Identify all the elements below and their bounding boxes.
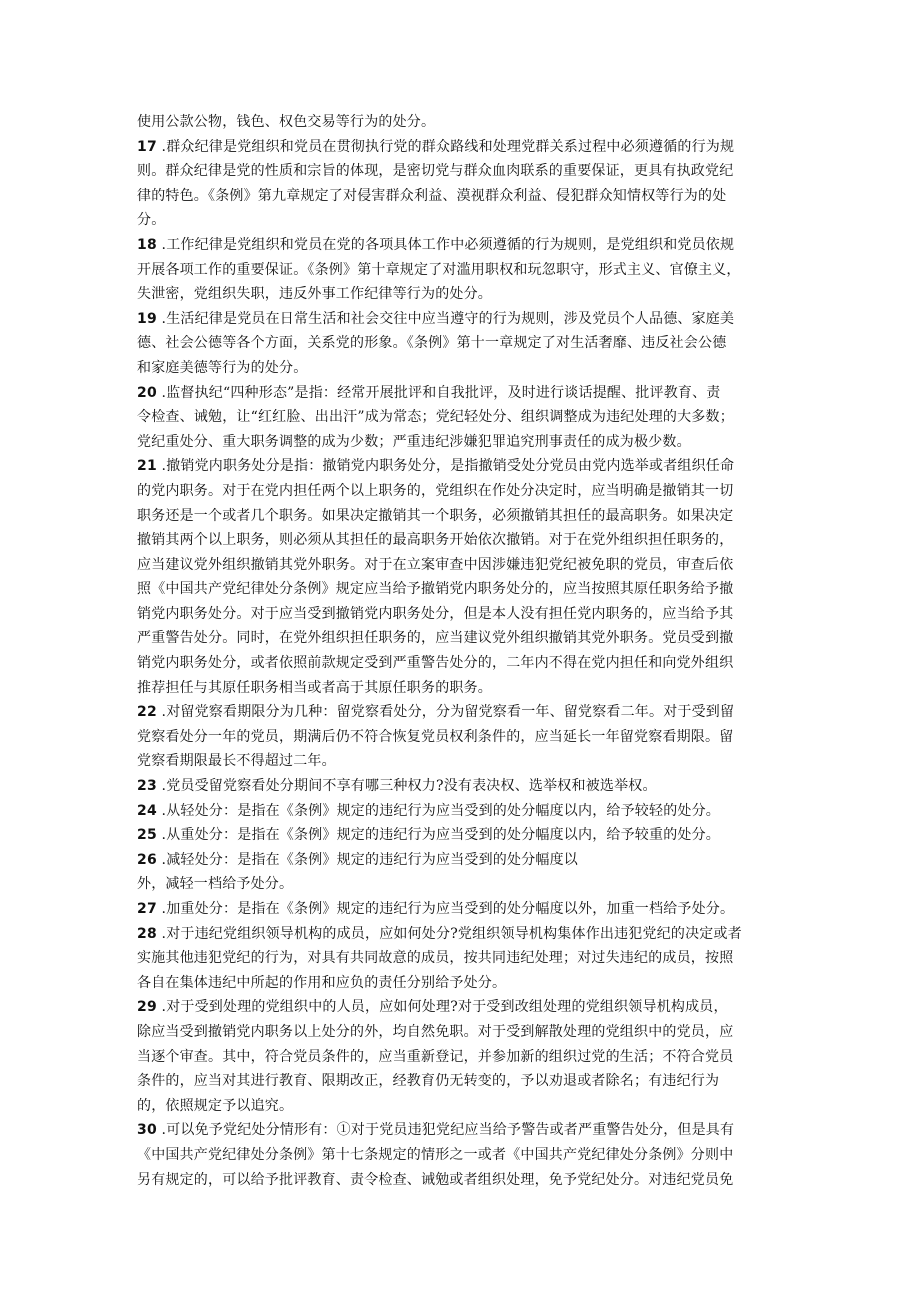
paragraph <box>137 799 787 824</box>
item-number: 22 <box>137 704 157 721</box>
paragraph <box>137 1118 787 1192</box>
item-number: 28 <box>137 925 157 942</box>
line-text: .加重处分：是指在《条例》规定的违纪行为应当受到的处分幅度以外，加重一档给予处分。 <box>161 901 735 917</box>
text-line <box>137 208 787 233</box>
line-text: 外，减轻一档给予处分。 <box>137 876 294 893</box>
text-line <box>137 528 787 553</box>
line-text: .从轻处分：是指在《条例》规定的违纪行为应当受到的处分幅度以内，给予较轻的处分。 <box>161 802 720 819</box>
line-text: .可以免予党纪处分情形有：①对于党员违犯党纪应当给予警告或者严重警告处分，但是具有 <box>161 1122 735 1139</box>
paragraph <box>137 848 787 897</box>
paragraph <box>137 233 787 307</box>
item-number: 30 <box>137 1122 157 1139</box>
line-text: 德、社会公德等各个方面，关系党的形象。《条例》第十一章规定了对生活奢靡、违反社会公德 <box>137 335 727 352</box>
paragraph <box>137 700 787 774</box>
text-line <box>137 577 787 602</box>
text-line <box>137 1143 787 1168</box>
line-text: 的，依照规定予以追究。 <box>137 1097 294 1114</box>
paragraph <box>137 307 787 381</box>
line-text: 党察看期限最长不得超过二年。 <box>137 753 336 770</box>
text-line <box>137 1094 787 1119</box>
line-text: .对留党察看期限分为几种：留党察看处分，分为留党察看一年、留党察看二年。对于受到留 <box>161 704 735 721</box>
item-number: 18 <box>137 236 157 253</box>
line-text: 职务还是一个或者几个职务。如果决定撤销其一个职务，必须撤销其担任的最高职务。如果决定 <box>137 507 734 524</box>
line-text: .减轻处分：是指在《条例》规定的违纪行为应当受到的处分幅度以 <box>161 851 578 868</box>
text-line <box>137 331 787 356</box>
text-line <box>137 922 787 947</box>
text-line <box>137 971 787 996</box>
line-text: 除应当受到撤销党内职务以上处分的外，均自然免职。对于受到解散处理的党组织中的党员，应 <box>137 1023 734 1040</box>
item-number: 25 <box>137 827 157 844</box>
text-line <box>137 799 787 824</box>
line-text: 开展各项工作的重要保证。《条例》第十章规定了对滥用职权和玩忽职守，形式主义、官僚主义， <box>137 261 741 278</box>
text-line <box>137 430 787 455</box>
text-line <box>137 725 787 750</box>
item-number: 29 <box>137 999 157 1016</box>
text-line <box>137 110 787 135</box>
paragraph <box>137 135 787 233</box>
text-line <box>137 1020 787 1045</box>
paragraph <box>137 381 787 455</box>
text-line <box>137 872 787 897</box>
text-line <box>137 454 787 479</box>
line-text: 推荐担任与其原任职务相当或者高于其原任职务的职务。 <box>137 679 492 696</box>
line-text: 失泄密，党组织失职，违反外事工作纪律等行为的处分。 <box>137 286 492 303</box>
line-text: 党察看处分一年的党员，期满后仍不符合恢复党员权利条件的，应当延长一年留党察看期限。留 <box>137 728 734 745</box>
paragraph <box>137 454 787 700</box>
line-text: 使用公款公物，钱色、权色交易等行为的处分。 <box>137 114 436 130</box>
text-line <box>137 848 787 873</box>
line-text: 条件的，应当对其进行教育、限期改正，经教育仍无转变的，予以劝退或者除名；有违纪行为 <box>137 1073 720 1090</box>
item-number: 26 <box>137 851 157 868</box>
text-line <box>137 159 787 184</box>
text-line <box>137 774 787 799</box>
line-text: 撤销其两个以上职务，则必须从其担任的最高职务开始依次撤销。对于在党外组织担任职务的， <box>137 532 734 549</box>
line-text: 照《中国共产党纪律处分条例》规定应当给予撤销党内职务处分的，应当按照其原任职务给予撤 <box>137 581 734 598</box>
text-line <box>137 479 787 504</box>
text-line <box>137 184 787 209</box>
text-line <box>137 553 787 578</box>
text-line <box>137 602 787 627</box>
paragraph <box>137 995 787 1118</box>
line-text: .从重处分：是指在《条例》规定的违纪行为应当受到的处分幅度以内，给予较重的处分。 <box>161 827 720 844</box>
text-line <box>137 307 787 332</box>
item-number: 21 <box>137 458 157 475</box>
line-text: 令检查、诫勉，让“红红脸、出出汗”成为常态；党纪轻处分、组织调整成为违纪处理的大多数； <box>137 409 734 426</box>
line-text: 各自在集体违纪中所起的作用和应负的责任分别给予处分。 <box>137 974 507 991</box>
line-text: 和家庭美德等行为的处分。 <box>137 359 308 376</box>
line-text: 律的特色。《条例》第九章规定了对侵害群众利益、漠视群众利益、侵犯群众知情权等行为的处 <box>137 187 727 204</box>
item-number: 17 <box>137 138 157 155</box>
text-line <box>137 233 787 258</box>
line-text: 党纪重处分、重大职务调整的成为少数；严重违纪涉嫌犯罪追究刑事责任的成为极少数。 <box>137 433 691 450</box>
paragraph <box>137 922 787 996</box>
line-text: 当逐个审查。其中，符合党员条件的，应当重新登记，并参加新的组织过党的生活；不符合党员 <box>137 1048 734 1065</box>
text-line <box>137 356 787 381</box>
line-text: .工作纪律是党组织和党员在党的各项具体工作中必须遵循的行为规则，是党组织和党员依规 <box>161 236 735 253</box>
line-text: .对于受到处理的党组织中的人员，应如何处理?对于受到改组处理的党组织领导机构成员， <box>161 999 728 1016</box>
text-line <box>137 946 787 971</box>
text-line <box>137 381 787 406</box>
line-text: .党员受留党察看处分期间不享有哪三种权力?没有表决权、选举权和被选举权。 <box>161 778 657 795</box>
text-line <box>137 897 787 922</box>
text-line <box>137 1045 787 1070</box>
line-text: .群众纪律是党组织和党员在贯彻执行党的群众路线和处理党群关系过程中必须遵循的行为规 <box>161 138 735 155</box>
line-text: 应当建议党外组织撤销其党外职务。对于在立案审查中因涉嫌违犯党纪被免职的党员，审查后依 <box>137 556 734 573</box>
document-page <box>137 110 787 1192</box>
line-text: .撤销党内职务处分是指：撤销党内职务处分，是指撤销受处分党员由党内选举或者组织任命 <box>161 458 735 475</box>
line-text: 的党内职务。对于在党内担任两个以上职务的，党组织在作处分决定时，应当明确是撤销其一切 <box>137 482 734 499</box>
paragraph <box>137 823 787 848</box>
paragraph <box>137 110 787 135</box>
line-text: 《中国共产党纪律处分条例》第十七条规定的情形之一或者《中国共产党纪律处分条例》分则中 <box>137 1146 734 1163</box>
text-line <box>137 700 787 725</box>
line-text: 实施其他违犯党纪的行为，对具有共同故意的成员，按共同违纪处理；对过失违纪的成员，按照 <box>137 950 734 967</box>
line-text: 销党内职务处分。对于应当受到撤销党内职务处分，但是本人没有担任党内职务的，应当给予其 <box>137 605 734 622</box>
line-text: 则。群众纪律是党的性质和宗旨的体现，是密切党与群众血肉联系的重要保证，更具有执政党纪 <box>137 163 734 180</box>
item-number: 23 <box>137 778 157 795</box>
line-text: 销党内职务处分，或者依照前款规定受到严重警告处分的，二年内不得在党内担任和向党外组织 <box>137 655 734 672</box>
text-line <box>137 135 787 160</box>
item-number: 19 <box>137 310 157 327</box>
text-line <box>137 995 787 1020</box>
text-line <box>137 405 787 430</box>
line-text: .生活纪律是党员在日常生活和社会交往中应当遵守的行为规则，涉及党员个人品德、家庭美 <box>161 310 735 327</box>
item-number: 27 <box>137 901 157 917</box>
paragraph <box>137 774 787 799</box>
line-text: .对于违纪党组织领导机构的成员，应如何处分?党组织领导机构集体作出违犯党纪的决定或者 <box>161 925 742 942</box>
text-line <box>137 258 787 283</box>
text-line <box>137 504 787 529</box>
text-line <box>137 1118 787 1143</box>
item-number: 20 <box>137 384 157 401</box>
line-text: 严重警告处分。同时，在党外组织担任职务的，应当建议党外组织撤销其党外职务。党员受到撤 <box>137 630 734 647</box>
line-text: .监督执纪“四种形态”是指：经常开展批评和自我批评，及时进行谈话提醒、批评教育、责 <box>161 384 721 401</box>
paragraph <box>137 897 787 922</box>
text-line <box>137 626 787 651</box>
text-line <box>137 676 787 701</box>
line-text: 另有规定的，可以给予批评教育、责令检查、诫勉或者组织处理，免予党纪处分。对违纪党员免 <box>137 1171 734 1188</box>
text-line <box>137 1069 787 1094</box>
text-line <box>137 1168 787 1193</box>
item-number: 24 <box>137 802 157 819</box>
text-line <box>137 749 787 774</box>
text-line <box>137 823 787 848</box>
text-line <box>137 651 787 676</box>
text-line <box>137 282 787 307</box>
line-text: 分。 <box>137 212 166 229</box>
